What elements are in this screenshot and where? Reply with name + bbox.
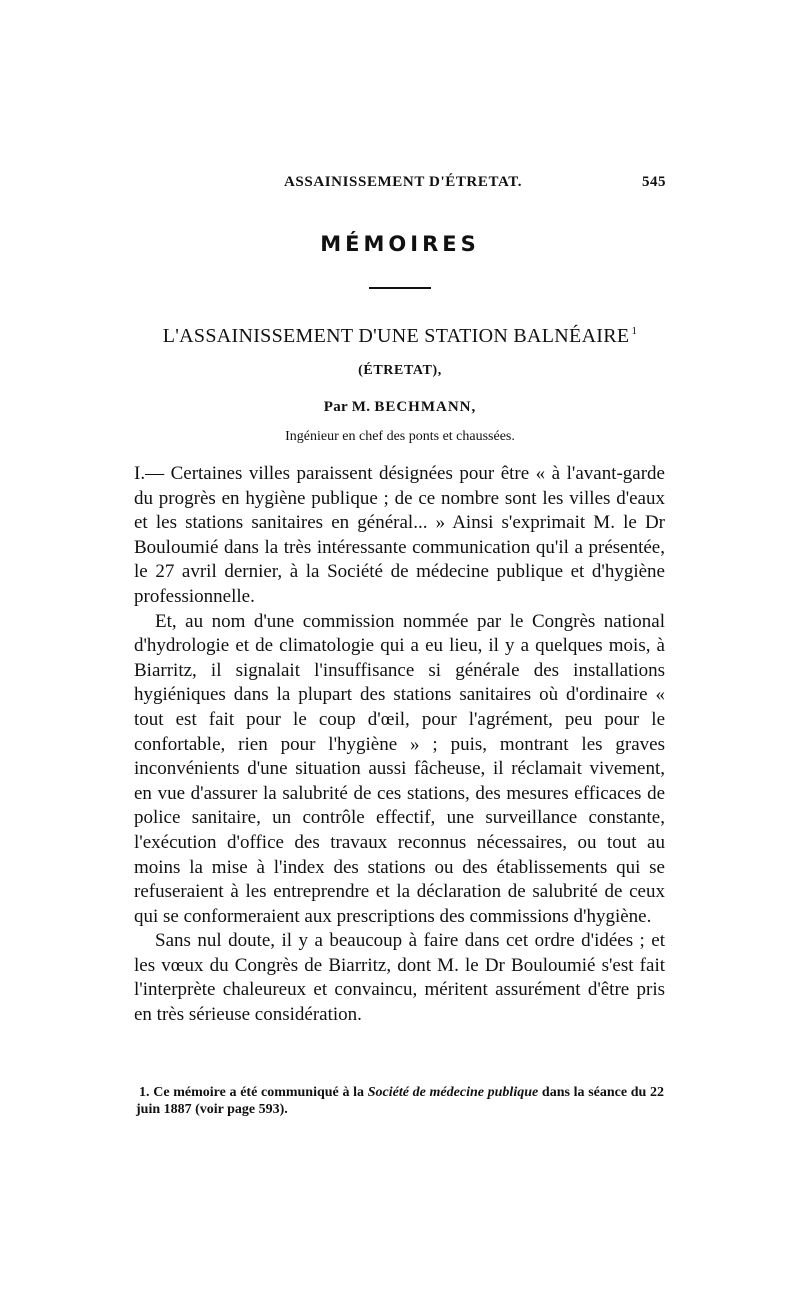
paragraph: Et, au nom d'une commission nommée par le Congrès national d'hydrologie et de climatologie qui a eu lieu, il y a quelques mois, à Biarritz, il signalait l'insuffisance si générale des installations hygiéniques dans la plupart des stations sanitaires où d'ordinaire « tout est fait pour le coup d'œil, pour l'agrément, peu pour le confortable, rien pour l'hygiène » ; puis, montrant les graves inconvénients d'une situation aussi fâcheuse, il réclamait vivement, en vue d'assurer la salubrité de ces stations, des mesures efficaces de police sanitaire, un contrôle effectif, une surveillance constante, l'exécution d'office des travaux reconnus nécessaires, ou tout au moins la mise à l'index des stations ou des établissements qui se refuseraient à les entreprendre et la déclaration de salubrité de ceux qui se conformeraient aux prescriptions des commissions d'hygiène. [134, 610, 665, 927]
footnote [136, 1084, 664, 1118]
article-title [0, 325, 800, 348]
footnote-marker: 1 [631, 325, 638, 338]
article-subtitle: (ÉTRETAT), [358, 363, 442, 378]
running-header [284, 174, 666, 191]
paragraph: Sans nul doute, il y a beaucoup à faire dans cet ordre d'idées ; et les vœux du Congrès de Biarritz, dont M. le Dr Bouloumié s'est fait l'interprète chaleureux et convaincu, méritent assurément d'être pris en très sérieuse considération. [134, 930, 665, 1026]
page-number: 545 [642, 174, 666, 190]
running-title: ASSAINISSEMENT D'ÉTRETAT. [284, 174, 523, 190]
body-text [134, 462, 665, 1028]
author-name: BECHMANN, [374, 399, 477, 415]
title-rule [369, 287, 431, 289]
byline [0, 399, 800, 416]
footnote-number: 1. [139, 1085, 150, 1100]
section-title: MÉMOIRES [320, 232, 480, 256]
author-affiliation: Ingénieur en chef des ponts et chaussées. [285, 429, 515, 444]
paragraph: I.— Certaines villes paraissent désignées pour être « à l'avant-garde du progrès en hygiène publique ; de ce nombre sont les villes d'eaux et les stations sanitaires en général... » Ainsi s'exprimait M. le Dr Bouloumié dans la très intéressante communication qu'il a présentée, le 27 avril dernier, à la Société de médecine publique et d'hygiène professionnelle. [134, 463, 665, 607]
footnote-text-continued: dans la séance du 22 juin 1887 (voir page 593). [136, 1085, 665, 1117]
byline-prefix: Par M. [323, 399, 371, 415]
footnote-italic: Société de médecine publique [367, 1085, 539, 1100]
footnote-text: Ce mémoire a été communiqué à la [153, 1085, 365, 1100]
article-title-text: L'ASSAINISSEMENT D'UNE STATION BALNÉAIRE [162, 325, 630, 347]
